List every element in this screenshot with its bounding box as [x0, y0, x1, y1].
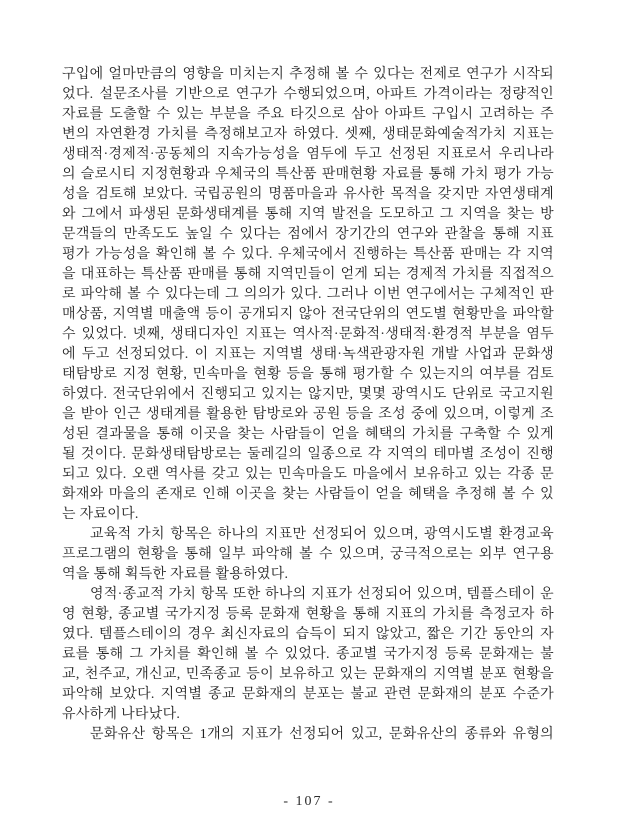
text-line: 에 두고 선정되었다. 이 지표는 지역별 생태·녹색관광자원 개발 사업과 문화생 [62, 347, 554, 362]
text-line: 프로그램의 현황을 통해 일부 파악해 볼 수 있으며, 궁극적으로는 외부 연구용 [62, 547, 554, 562]
text-line: 화재와 마을의 존재로 인해 이곳을 찾는 사람들이 얻을 혜택을 추정해 볼 수 있 [62, 487, 554, 502]
text-line: 을 받아 인근 생태계를 활용한 탐방로와 공원 등을 조성 중에 있으며, 이렇게 조 [62, 407, 554, 422]
text-line: 유사하게 나타났다. [62, 707, 181, 722]
paragraph [62, 725, 554, 745]
text-line: 성된 결과물을 통해 이곳을 찾는 사람들이 얻을 혜택의 가치를 구축할 수 있게 [62, 427, 554, 442]
text-line: 료를 통해 그 가치를 확인해 볼 수 있었다. 종교별 국가지정 등록 문화재는 불 [62, 647, 554, 662]
text-line: 하였다. 전국단위에서 진행되고 있지는 않지만, 몇몇 광역시도 단위로 국고지원 [62, 387, 554, 402]
text-line: 되고 있다. 오랜 역사를 갖고 있는 민속마을도 마을에서 보유하고 있는 각종 문 [62, 467, 554, 482]
text-line: 구입에 얼마만큼의 영향을 미치는지 추정해 볼 수 있다는 전제로 연구가 시작되 [62, 67, 554, 82]
text-line: 로 파악해 볼 수 있다는데 그 의의가 있다. 그러나 이번 연구에서는 구체적인 판 [62, 287, 554, 302]
text-line: 태탐방로 지정 현황, 민속마을 현황 등을 통해 평가할 수 있는지의 여부를 검토 [62, 367, 554, 382]
text-line: 영적·종교적 가치 항목 또한 하나의 지표가 선정되어 있으며, 템플스테이 운 [90, 587, 554, 602]
text-line: 문화유산 항목은 1개의 지표가 선정되어 있고, 문화유산의 종류와 유형의 [90, 727, 554, 742]
text-line: 었다. 설문조사를 기반으로 연구가 수행되었으며, 아파트 가격이라는 정량적인 [62, 87, 554, 102]
text-line: 매상품, 지역별 매출액 등이 공개되지 않아 전국단위의 연도별 현황만을 파악할 [62, 307, 554, 322]
paragraph [62, 525, 554, 585]
text-line: 문객들의 만족도도 높일 수 있다는 점에서 장기간의 연구와 관찰을 통해 지표 [62, 227, 554, 242]
text-line: 영 현황, 종교별 국가지정 등록 문화재 현황을 통해 지표의 가치를 측정코자 하 [62, 607, 554, 622]
text-line: 될 것이다. 문화생태탐방로는 둘레길의 일종으로 각 지역의 테마별 조성이 진행 [62, 447, 554, 462]
text-line: 변의 자연환경 가치를 측정해보고자 하였다. 셋째, 생태문화예술적가치 지표는 [62, 127, 554, 142]
text-line: 자료를 도출할 수 있는 부분을 주요 타깃으로 삼아 아파트 구입시 고려하는 주 [62, 107, 554, 122]
text-line: 평가 가능성을 확인해 볼 수 있다. 우체국에서 진행하는 특산품 판매는 각 지역 [62, 247, 554, 262]
text-line: 와 그에서 파생된 문화생태계를 통해 지역 발전을 도모하고 그 지역을 찾는 방 [62, 207, 554, 222]
text-body [62, 65, 554, 745]
text-line: 역을 통해 획득한 자료를 활용하였다. [62, 567, 289, 582]
page-number: - 107 - [283, 794, 335, 809]
text-line: 였다. 템플스테이의 경우 최신자료의 습득이 되지 않았고, 짧은 기간 동안의 자 [62, 627, 554, 642]
text-line: 파악해 보았다. 지역별 종교 문화재의 분포는 불교 관련 문화재의 분포 수준가 [62, 687, 554, 702]
text-line: 생태적·경제적·공동체의 지속가능성을 염두에 두고 선정된 지표로서 우리나라 [62, 147, 554, 162]
text-line: 을 대표하는 특산품 판매를 통해 지역민들이 얻게 되는 경제적 가치를 직접적으 [62, 267, 554, 282]
text-line: 의 슬로시티 지정현황과 우체국의 특산품 판매현황 자료를 통해 가치 평가 가능 [62, 167, 554, 182]
text-line: 성을 검토해 보았다. 국립공원의 명품마을과 유사한 목적을 갖지만 자연생태계 [62, 187, 554, 202]
text-line: 교육적 가치 항목은 하나의 지표만 선정되어 있으며, 광역시도별 환경교육 [90, 527, 554, 542]
text-line: 교, 천주교, 개신교, 민족종교 등이 보유하고 있는 문화재의 지역별 분포 현황을 [62, 667, 554, 682]
text-line: 수 있었다. 넷째, 생태디자인 지표는 역사적·문화적·생태적·환경적 부분을 염두 [62, 327, 554, 342]
text-line: 는 자료이다. [62, 507, 139, 522]
paragraph [62, 585, 554, 725]
paragraph [62, 65, 554, 525]
